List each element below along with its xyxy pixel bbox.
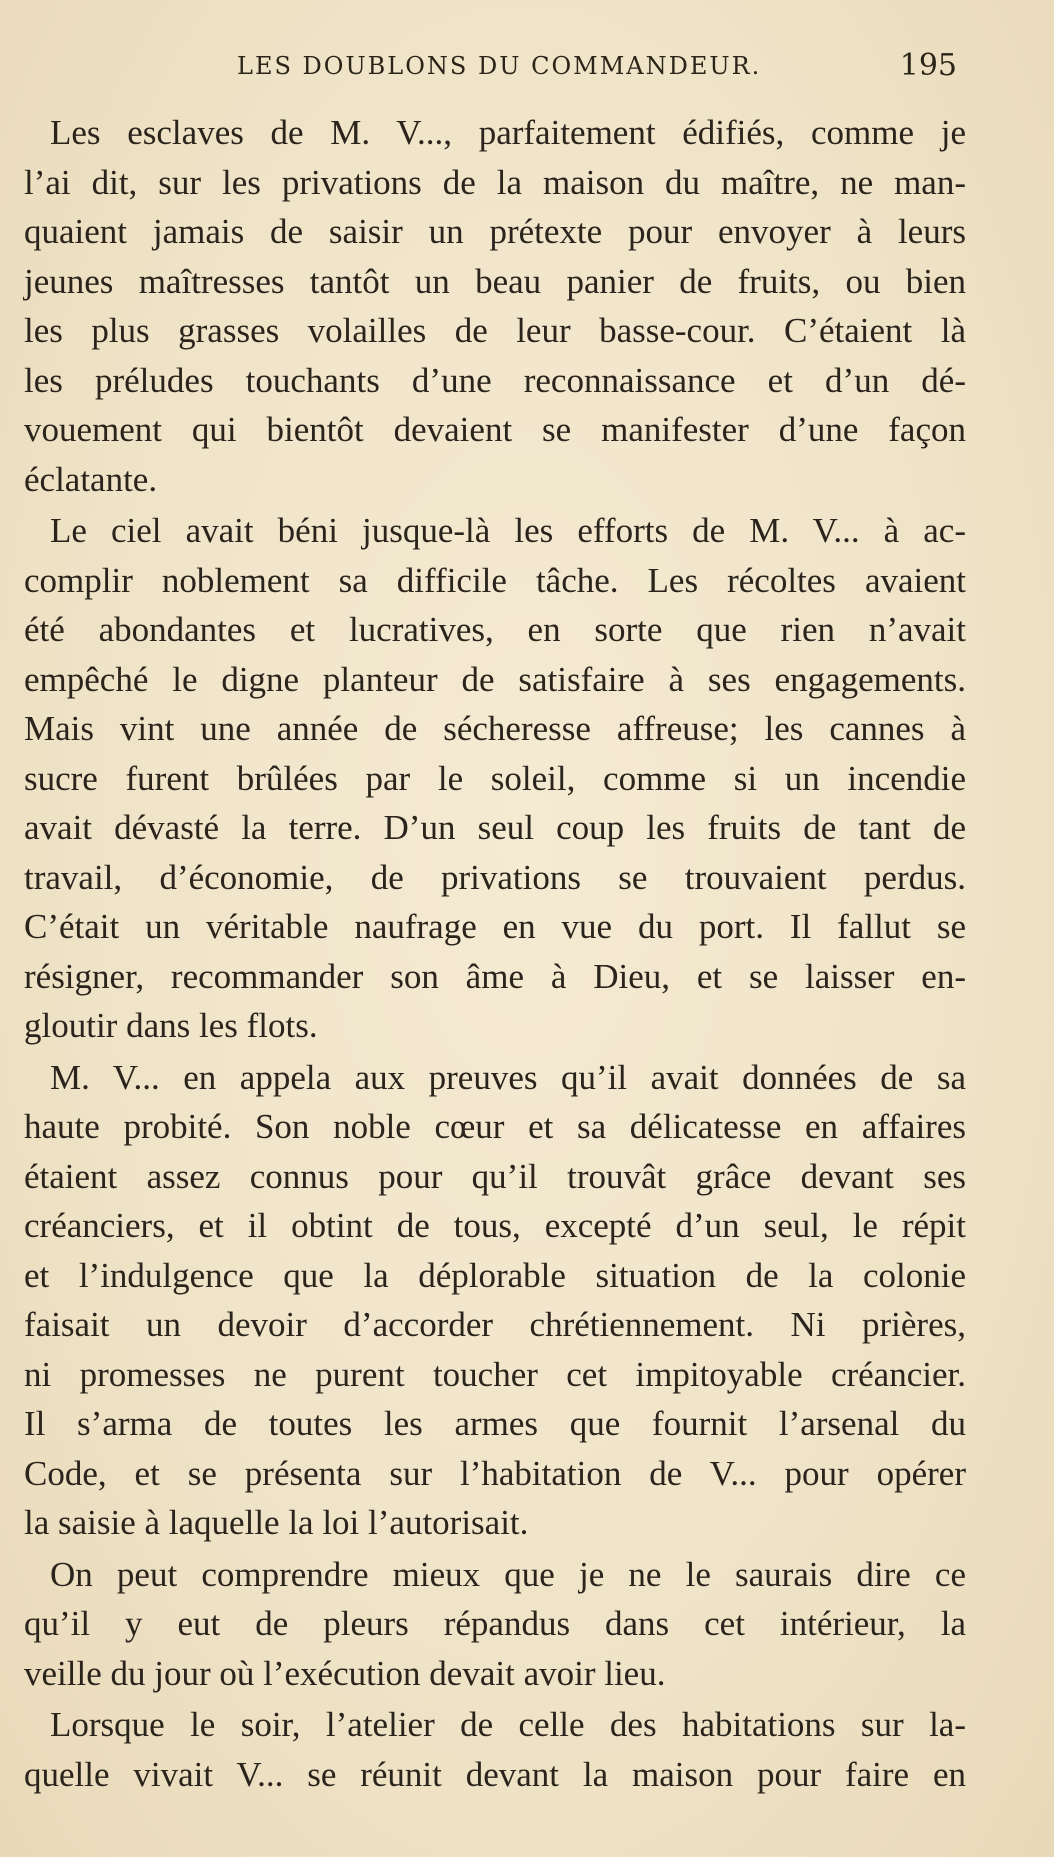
paragraph-3 (24, 1053, 966, 1548)
body-text (24, 108, 966, 1799)
text-line: M. V... en appela aux preuves qu’il avait données de sa (50, 1057, 966, 1097)
text-line: veille du jour où l’exécution devait avoir lieu. (24, 1653, 666, 1693)
text-line: jeunes maîtresses tantôt un beau panier de fruits, ou bien (24, 261, 966, 301)
text-line: C’était un véritable naufrage en vue du port. Il fallut se (24, 907, 966, 946)
text-line: Mais vint une année de sécheresse affreuse; les cannes à (24, 709, 966, 748)
page-header (237, 48, 957, 88)
text-line: avait dévasté la terre. D’un seul coup les fruits de tant de (24, 808, 966, 847)
text-line: quaient jamais de saisir un prétexte pour envoyer à leurs (24, 212, 966, 251)
paragraph-2 (24, 506, 966, 1051)
running-head: LES DOUBLONS DU COMMANDEUR. (237, 52, 762, 80)
text-line: l’ai dit, sur les privations de la maison du maître, ne man- (24, 162, 966, 202)
text-line: sucre furent brûlées par le soleil, comme si un incendie (24, 758, 966, 798)
text-line: Il s’arma de toutes les armes que fournit l’arsenal du (24, 1404, 966, 1443)
text-line: Le ciel avait béni jusque-là les efforts de M. V... à ac- (50, 511, 966, 550)
text-line: Les esclaves de M. V..., parfaitement édifiés, comme je (50, 113, 966, 152)
text-line: quelle vivait V... se réunit devant la maison pour faire en (24, 1754, 966, 1794)
text-line: la saisie à laquelle la loi l’autorisait. (24, 1503, 529, 1542)
text-line: les plus grasses volailles de leur basse-cour. C’étaient là (24, 311, 966, 350)
text-line: Lorsque le soir, l’atelier de celle des habitations sur la- (50, 1705, 966, 1744)
text-line: éclatante. (24, 459, 158, 499)
text-line: et l’indulgence que la déplorable situation de la colonie (24, 1255, 966, 1295)
text-line: vouement qui bientôt devaient se manifester d’une façon (24, 410, 966, 449)
text-line: Code, et se présenta sur l’habitation de V... pour opérer (24, 1453, 966, 1493)
text-line: qu’il y eut de pleurs répandus dans cet intérieur, la (24, 1604, 966, 1643)
text-line: étaient assez connus pour qu’il trouvât grâce devant ses (24, 1156, 966, 1196)
text-line: gloutir dans les flots. (24, 1006, 318, 1045)
text-line: les préludes touchants d’une reconnaissance et d’un dé- (24, 360, 966, 400)
text-line: faisait un devoir d’accorder chrétiennement. Ni prières, (24, 1305, 966, 1344)
text-line: résigner, recommander son âme à Dieu, et se laisser en- (24, 956, 966, 996)
text-line: été abondantes et lucratives, en sorte que rien n’avait (24, 610, 966, 649)
paragraph-4 (24, 1550, 966, 1699)
text-line: travail, d’économie, de privations se trouvaient perdus. (24, 857, 966, 897)
text-line: On peut comprendre mieux que je ne le saurais dire ce (50, 1554, 966, 1594)
paragraph-1 (24, 108, 966, 504)
text-line: haute probité. Son noble cœur et sa délicatesse en affaires (24, 1107, 966, 1146)
text-line: empêché le digne planteur de satisfaire à ses engagements. (24, 659, 966, 699)
page-number: 195 (899, 48, 957, 83)
paragraph-5 (24, 1700, 966, 1799)
text-line: ni promesses ne purent toucher cet impitoyable créancier. (24, 1354, 966, 1394)
text-line: complir noblement sa difficile tâche. Les récoltes avaient (24, 560, 966, 600)
text-line: créanciers, et il obtint de tous, excepté d’un seul, le répit (24, 1206, 966, 1245)
